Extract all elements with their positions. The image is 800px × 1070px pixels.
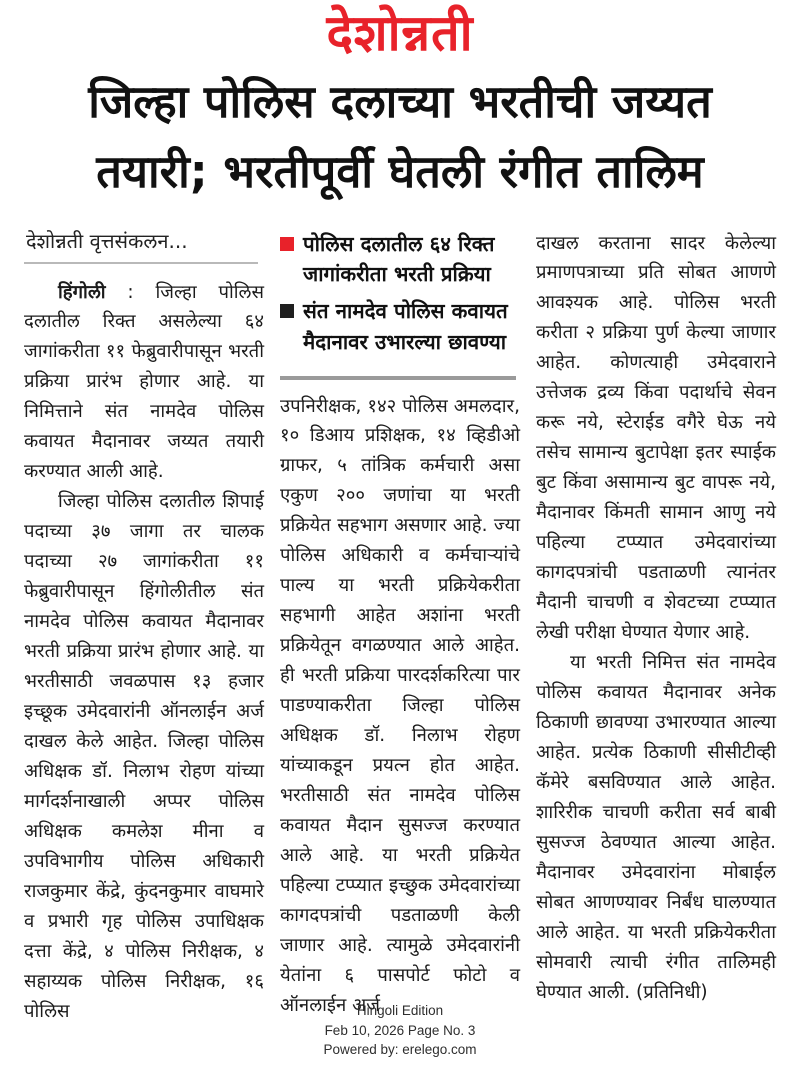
highlight-rule bbox=[280, 376, 516, 380]
column-2 bbox=[280, 221, 520, 1027]
paragraph: जिल्हा पोलिस दलातील शिपाई पदाच्या ३७ जागा तर चालक पदाच्या २७ जागांकरीता ११ फेब्रुवारीपासून हिंगोलीतील संत नामदेव पोलिस कवायत मैदानावर भरती प्रक्रिया प्रारंभ होणार आहे. या भरतीसाठी जवळपास १३ हजार इच्छूक उमेदवारांनी ऑनलाईन अर्ज दाखल केले आहेत. जिल्हा पोलिस अधिक्षक डॉ. निलाभ रोहण यांच्या मार्गदर्शनाखाली अप्पर पोलिस अधिक्षक कमलेश मीना व उपविभागीय पोलिस अधिकारी राजकुमार केंद्रे, कुंदनकुमार वाघमारे व प्रभारी गृह पोलिस उपाधिक्षक दत्ता केंद्रे, ४ पोलिस निरीक्षक, ४ सहाय्यक पोलिस निरीक्षक, १६ पोलिस bbox=[24, 491, 264, 1022]
square-bullet-icon bbox=[280, 304, 294, 318]
highlight-bullets bbox=[280, 221, 520, 366]
highlight-text: संत नामदेव पोलिस कवायत मैदानावर उभारल्या छावण्या bbox=[303, 299, 508, 354]
column-3-text bbox=[536, 221, 776, 1008]
paragraph: दाखल करताना सादर केलेल्या प्रमाणपत्राच्या प्रति सोबत आणणे आवश्यक आहे. पोलिस भरती करीता २ प्रक्रिया पुर्ण केल्या जाणार आहेत. कोणत्याही उमेदवाराने उत्तेजक द्रव्य किंवा पदार्थाचे सेवन करू नये, स्टेराईड वगैरे घेऊ नये तसेच सामान्य बुटापेक्षा इतर स्पाईक बुट किंवा असामान्य बुट वापरू नये, मैदानावर किंमती सामान आणु नये पहिल्या टप्प्यात उमेदवारांच्या कागदपत्रांची पडताळणी त्यानंतर मैदानी चाचणी व शेवटच्या टप्प्यात लेखी परीक्षा घेण्यात येणार आहे. bbox=[536, 232, 776, 644]
column-1 bbox=[24, 221, 264, 1027]
column-3 bbox=[536, 221, 776, 1027]
article-headline bbox=[24, 67, 776, 207]
highlight-text: पोलिस दलातील ६४ रिक्त जागांकरीता भरती प्रक्रिया bbox=[303, 231, 495, 287]
paragraph: या भरती निमित्त संत नामदेव पोलिस कवायत मैदानावर अनेक ठिकाणी छावण्या उभारण्यात आल्या आहेत. प्रत्येक ठिकाणी सीसीटीव्ही कॅमेरे बसविण्यात आले आहेत. शारिरीक चाचणी करीता सर्व बाबी सुसज्ज ठेवण्यात आल्या आहेत. मैदानावर उमेदवारांना मोबाईल सोबत आणण्यावर निर्बंध घालण्यात आले आहेत. या भरती प्रक्रियेकरीता सोमवारी त्याची रंगीत तालिमही घेण्यात आली. (प्रतिनिधी) bbox=[536, 652, 776, 1003]
edition-label: Hingoli Edition bbox=[356, 1003, 444, 1019]
newspaper-logo: देशोन्नती bbox=[326, 4, 474, 62]
date-page-label: Feb 10, 2026 Page No. 3 bbox=[324, 1022, 476, 1038]
paragraph bbox=[24, 278, 264, 488]
column-1-text bbox=[24, 278, 264, 1027]
square-bullet-icon bbox=[280, 237, 294, 251]
headline-line-1: जिल्हा पोलिस दलाच्या भरतीची जय्यत bbox=[88, 75, 712, 128]
byline: देशोन्नती वृत्तसंकलन... bbox=[26, 228, 188, 253]
powered-by-label: Powered by: erelego.com bbox=[323, 1042, 477, 1058]
article-columns bbox=[24, 221, 776, 1027]
highlight-item bbox=[280, 229, 520, 291]
footer bbox=[0, 1001, 800, 1060]
column-2-text bbox=[280, 392, 520, 1021]
paragraph: उपनिरीक्षक, १४२ पोलिस अमलदार, १० डिआय प्रशिक्षक, १४ व्हिडीओ ग्राफर, ५ तांत्रिक कर्मचारी असा एकुण २०० जणांचा या भरती प्रक्रियेत सहभाग असणार आहे. ज्या पोलिस अधिकारी व कर्मचाऱ्यांचे पाल्य या भरती प्रक्रियेकरीता सहभागी आहेत अशांना भरती प्रक्रियेतून वगळण्यात आले आहेत. ही भरती प्रक्रिया पारदर्शकरित्या पार पाडण्याकरीता जिल्हा पोलिस अधिक्षक डॉ. निलाभ रोहण यांच्याकडून प्रयत्न होत आहेत. भरतीसाठी संत नामदेव पोलिस कवायत मैदान सुसज्ज करण्यात आले आहे. या भरती प्रक्रियेत पहिल्या टप्प्यात इच्छुक उमेदवारांच्या कागदपत्रांची पडताळणी केली जाणार आहे. त्यामुळे उमेदवारांनी येतांना ६ पासपोर्ट फोटो व ऑनलाईन अर्ज bbox=[280, 395, 520, 1016]
highlight-item bbox=[280, 296, 520, 358]
headline-line-2: तयारी; भरतीपूर्वी घेतली रंगीत तालिम bbox=[96, 144, 704, 198]
dateline: हिंगोली bbox=[58, 281, 106, 303]
byline-rule bbox=[24, 262, 258, 264]
paragraph-text: : जिल्हा पोलिस दलातील रिक्त असलेल्या ६४ जागांकरीता ११ फेब्रुवारीपासून भरती प्रक्रिया प्रारंभ होणार आहे. या निमित्ताने संत नामदेव पोलिस कवायत मैदानावर जय्यत तयारी करण्यात आली आहे. bbox=[24, 281, 264, 483]
masthead bbox=[24, 6, 776, 61]
